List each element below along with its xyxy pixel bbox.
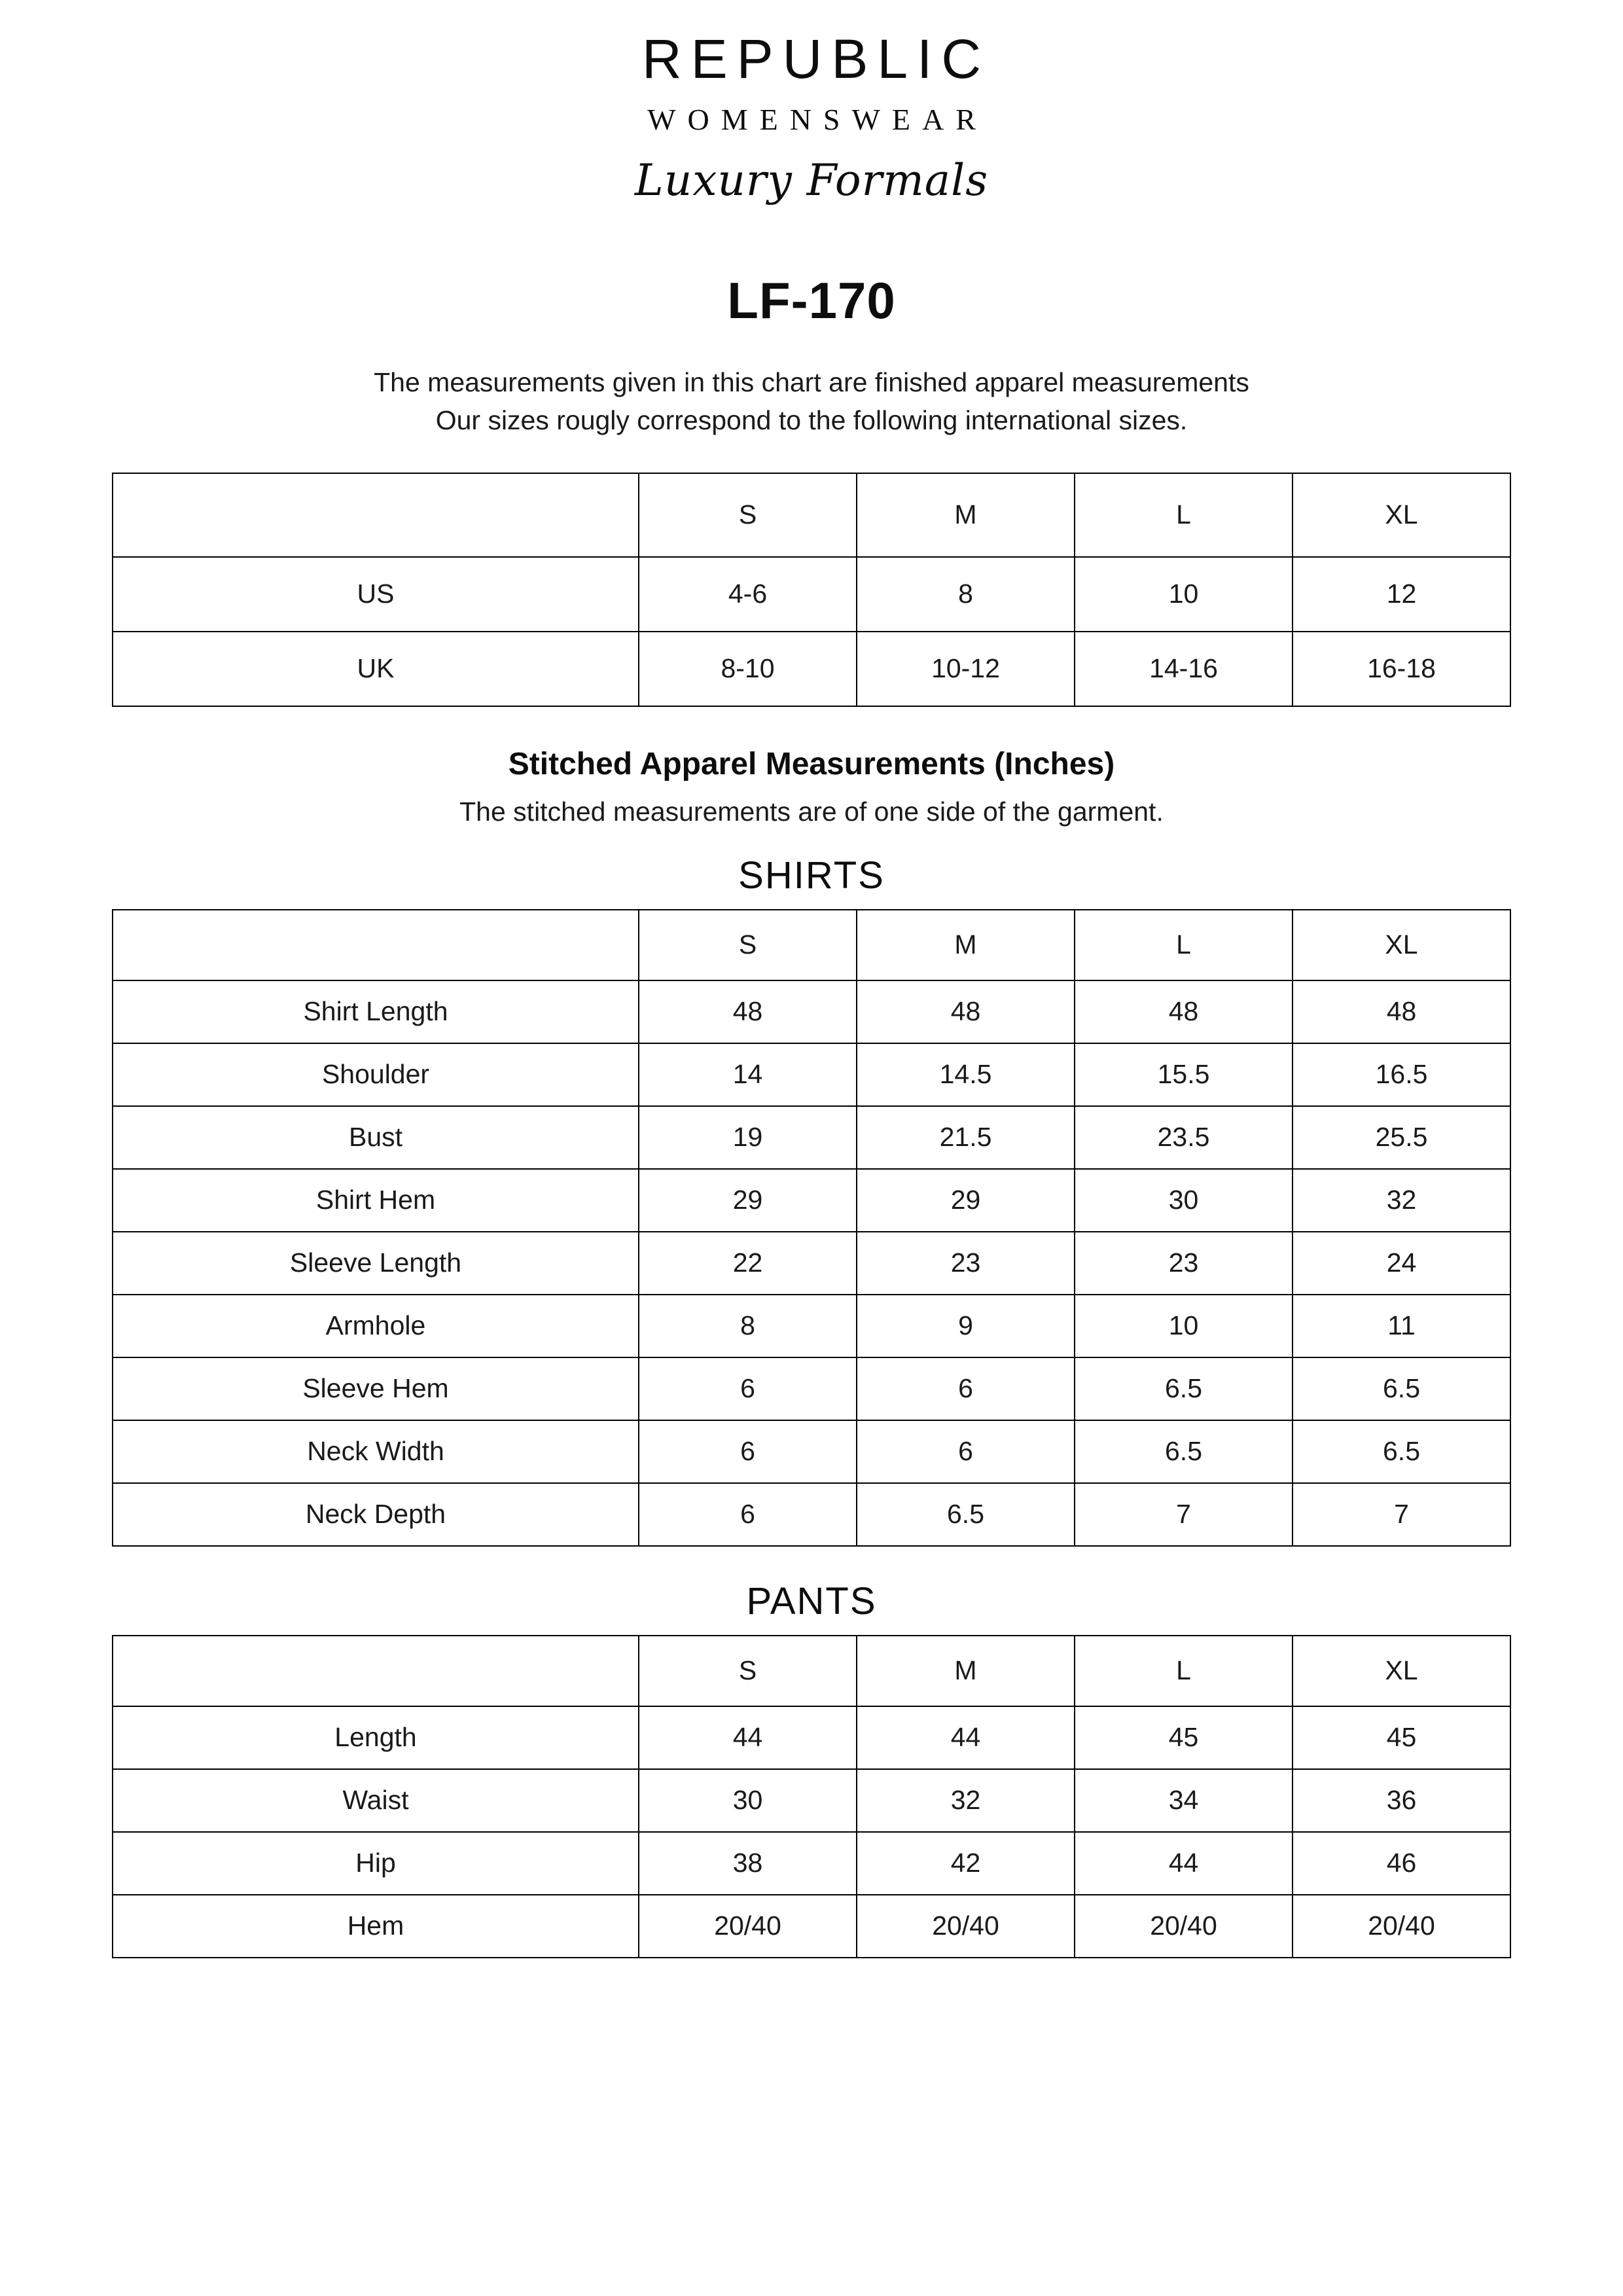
table-row bbox=[113, 1232, 1510, 1295]
cell-waist-l: 34 bbox=[1075, 1769, 1293, 1832]
cell-waist-s: 30 bbox=[639, 1769, 857, 1832]
cell-us-l: 10 bbox=[1075, 557, 1293, 632]
row-label-uk: UK bbox=[113, 632, 639, 706]
cell-shirt-length-s: 48 bbox=[639, 980, 857, 1043]
stitched-apparel-heading: Stitched Apparel Measurements (Inches) bbox=[508, 746, 1115, 781]
row-label-hip: Hip bbox=[113, 1832, 639, 1895]
header-cell-s: S bbox=[639, 473, 857, 557]
cell-hem-xl: 20/40 bbox=[1293, 1895, 1510, 1958]
brand-name: REPUBLIC bbox=[641, 28, 991, 90]
international-sizes-table bbox=[112, 473, 1511, 707]
pants-table-wrapper bbox=[0, 1635, 1623, 1958]
cell-shirt-length-m: 48 bbox=[857, 980, 1075, 1043]
cell-sleeve-length-m: 23 bbox=[857, 1232, 1075, 1295]
header-cell-m: M bbox=[857, 473, 1075, 557]
shirts-measurements-table bbox=[112, 909, 1511, 1547]
cell-shoulder-s: 14 bbox=[639, 1043, 857, 1106]
cell-shirt-hem-s: 29 bbox=[639, 1169, 857, 1232]
cell-armhole-s: 8 bbox=[639, 1295, 857, 1357]
cell-sleeve-length-l: 23 bbox=[1075, 1232, 1293, 1295]
cell-length-l: 45 bbox=[1075, 1706, 1293, 1769]
cell-sleeve-hem-m: 6 bbox=[857, 1357, 1075, 1420]
row-label-neck-depth: Neck Depth bbox=[113, 1483, 639, 1546]
header-cell-m: M bbox=[857, 1636, 1075, 1706]
shirts-heading: SHIRTS bbox=[738, 853, 885, 897]
cell-waist-xl: 36 bbox=[1293, 1769, 1510, 1832]
table-row bbox=[113, 1706, 1510, 1769]
table-row bbox=[113, 632, 1510, 706]
row-label-armhole: Armhole bbox=[113, 1295, 639, 1357]
cell-shoulder-l: 15.5 bbox=[1075, 1043, 1293, 1106]
cell-neck-width-m: 6 bbox=[857, 1420, 1075, 1483]
cell-length-m: 44 bbox=[857, 1706, 1075, 1769]
cell-sleeve-hem-l: 6.5 bbox=[1075, 1357, 1293, 1420]
brand-tagline: Luxury Formals bbox=[634, 155, 989, 206]
header-cell-blank bbox=[113, 473, 639, 557]
intro-line-1: The measurements given in this chart are finished apparel measurements bbox=[374, 367, 1249, 398]
cell-sleeve-length-xl: 24 bbox=[1293, 1232, 1510, 1295]
table-row bbox=[113, 980, 1510, 1043]
cell-shirt-hem-xl: 32 bbox=[1293, 1169, 1510, 1232]
table-row bbox=[113, 1169, 1510, 1232]
cell-shoulder-m: 14.5 bbox=[857, 1043, 1075, 1106]
row-label-length: Length bbox=[113, 1706, 639, 1769]
cell-neck-depth-xl: 7 bbox=[1293, 1483, 1510, 1546]
header-cell-l: L bbox=[1075, 910, 1293, 980]
cell-bust-l: 23.5 bbox=[1075, 1106, 1293, 1169]
table-row bbox=[113, 557, 1510, 632]
cell-armhole-m: 9 bbox=[857, 1295, 1075, 1357]
cell-neck-width-xl: 6.5 bbox=[1293, 1420, 1510, 1483]
cell-hem-l: 20/40 bbox=[1075, 1895, 1293, 1958]
cell-neck-depth-m: 6.5 bbox=[857, 1483, 1075, 1546]
row-label-neck-width: Neck Width bbox=[113, 1420, 639, 1483]
table-header-row bbox=[113, 473, 1510, 557]
table-header-row bbox=[113, 1636, 1510, 1706]
cell-uk-s: 8-10 bbox=[639, 632, 857, 706]
table-row bbox=[113, 1357, 1510, 1420]
row-label-shirt-hem: Shirt Hem bbox=[113, 1169, 639, 1232]
cell-sleeve-hem-xl: 6.5 bbox=[1293, 1357, 1510, 1420]
header-cell-l: L bbox=[1075, 473, 1293, 557]
header-cell-s: S bbox=[639, 1636, 857, 1706]
table-row bbox=[113, 1769, 1510, 1832]
cell-length-s: 44 bbox=[639, 1706, 857, 1769]
cell-uk-xl: 16-18 bbox=[1293, 632, 1510, 706]
cell-hip-m: 42 bbox=[857, 1832, 1075, 1895]
cell-armhole-xl: 11 bbox=[1293, 1295, 1510, 1357]
row-label-us: US bbox=[113, 557, 639, 632]
brand-header bbox=[0, 0, 1623, 206]
header-cell-m: M bbox=[857, 910, 1075, 980]
table-row bbox=[113, 1483, 1510, 1546]
row-label-waist: Waist bbox=[113, 1769, 639, 1832]
table-row bbox=[113, 1895, 1510, 1958]
cell-length-xl: 45 bbox=[1293, 1706, 1510, 1769]
cell-shirt-hem-l: 30 bbox=[1075, 1169, 1293, 1232]
cell-uk-m: 10-12 bbox=[857, 632, 1075, 706]
cell-hip-s: 38 bbox=[639, 1832, 857, 1895]
table-row bbox=[113, 1420, 1510, 1483]
stitched-apparel-note: The stitched measurements are of one side of the garment. bbox=[459, 796, 1164, 827]
cell-bust-xl: 25.5 bbox=[1293, 1106, 1510, 1169]
cell-shirt-length-xl: 48 bbox=[1293, 980, 1510, 1043]
cell-us-m: 8 bbox=[857, 557, 1075, 632]
pants-measurements-table bbox=[112, 1635, 1511, 1958]
cell-armhole-l: 10 bbox=[1075, 1295, 1293, 1357]
header-cell-s: S bbox=[639, 910, 857, 980]
intro-line-2: Our sizes rougly correspond to the following international sizes. bbox=[435, 405, 1188, 436]
cell-hip-xl: 46 bbox=[1293, 1832, 1510, 1895]
cell-shirt-length-l: 48 bbox=[1075, 980, 1293, 1043]
table-row bbox=[113, 1832, 1510, 1895]
cell-sleeve-hem-s: 6 bbox=[639, 1357, 857, 1420]
cell-sleeve-length-s: 22 bbox=[639, 1232, 857, 1295]
table-row bbox=[113, 1106, 1510, 1169]
header-cell-xl: XL bbox=[1293, 1636, 1510, 1706]
row-label-sleeve-hem: Sleeve Hem bbox=[113, 1357, 639, 1420]
page-title: LF-170 bbox=[727, 272, 896, 330]
cell-neck-width-l: 6.5 bbox=[1075, 1420, 1293, 1483]
cell-shoulder-xl: 16.5 bbox=[1293, 1043, 1510, 1106]
cell-neck-depth-s: 6 bbox=[639, 1483, 857, 1546]
header-cell-xl: XL bbox=[1293, 910, 1510, 980]
cell-us-xl: 12 bbox=[1293, 557, 1510, 632]
table-header-row bbox=[113, 910, 1510, 980]
shirts-table-wrapper bbox=[0, 909, 1623, 1547]
pants-heading: PANTS bbox=[746, 1579, 877, 1623]
cell-neck-depth-l: 7 bbox=[1075, 1483, 1293, 1546]
international-sizes-table-wrapper bbox=[0, 473, 1623, 707]
cell-shirt-hem-m: 29 bbox=[857, 1169, 1075, 1232]
cell-hip-l: 44 bbox=[1075, 1832, 1293, 1895]
row-label-sleeve-length: Sleeve Length bbox=[113, 1232, 639, 1295]
table-row bbox=[113, 1043, 1510, 1106]
row-label-shirt-length: Shirt Length bbox=[113, 980, 639, 1043]
row-label-hem: Hem bbox=[113, 1895, 639, 1958]
row-label-shoulder: Shoulder bbox=[113, 1043, 639, 1106]
cell-hem-s: 20/40 bbox=[639, 1895, 857, 1958]
cell-bust-s: 19 bbox=[639, 1106, 857, 1169]
cell-uk-l: 14-16 bbox=[1075, 632, 1293, 706]
intro-text bbox=[0, 363, 1623, 439]
cell-hem-m: 20/40 bbox=[857, 1895, 1075, 1958]
cell-us-s: 4-6 bbox=[639, 557, 857, 632]
header-cell-blank bbox=[113, 910, 639, 980]
cell-neck-width-s: 6 bbox=[639, 1420, 857, 1483]
header-cell-xl: XL bbox=[1293, 473, 1510, 557]
cell-waist-m: 32 bbox=[857, 1769, 1075, 1832]
table-row bbox=[113, 1295, 1510, 1357]
row-label-bust: Bust bbox=[113, 1106, 639, 1169]
header-cell-blank bbox=[113, 1636, 639, 1706]
cell-bust-m: 21.5 bbox=[857, 1106, 1075, 1169]
header-cell-l: L bbox=[1075, 1636, 1293, 1706]
brand-subtitle: WOMENSWEAR bbox=[647, 103, 988, 137]
